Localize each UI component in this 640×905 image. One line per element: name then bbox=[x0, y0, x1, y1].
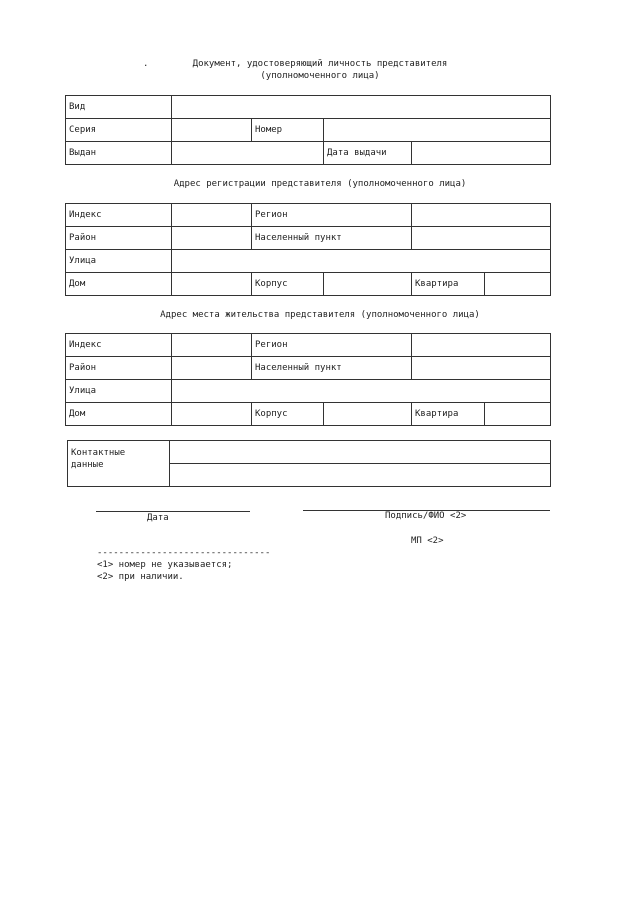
reg-apartment-field[interactable] bbox=[485, 273, 551, 296]
res-street-field[interactable] bbox=[172, 380, 551, 403]
registration-address-title: Адрес регистрации представителя (уполномоченного лица) bbox=[173, 179, 467, 189]
registration-address-table bbox=[65, 203, 551, 296]
document-title: Документ, удостоверяющий личность представителя bbox=[192, 59, 448, 69]
res-building-field[interactable] bbox=[324, 403, 412, 426]
footnote-1: <1> номер не указывается; bbox=[97, 560, 233, 570]
kind-label: Вид bbox=[66, 96, 172, 119]
reg-district-field[interactable] bbox=[172, 227, 252, 250]
res-district-field[interactable] bbox=[172, 357, 252, 380]
reg-district-label: Район bbox=[66, 227, 172, 250]
res-house-label: Дом bbox=[66, 403, 172, 426]
reg-locality-label: Населенный пункт bbox=[252, 227, 412, 250]
contacts-field-1[interactable] bbox=[170, 441, 551, 464]
res-index-label: Индекс bbox=[66, 334, 172, 357]
residence-address-table bbox=[65, 333, 551, 426]
document-subtitle: (уполномоченного лица) bbox=[260, 71, 380, 81]
series-label: Серия bbox=[66, 119, 172, 142]
reg-locality-field[interactable] bbox=[412, 227, 551, 250]
contacts-table bbox=[67, 440, 551, 487]
res-apartment-label: Квартира bbox=[412, 403, 485, 426]
reg-apartment-label: Квартира bbox=[412, 273, 485, 296]
issue-date-field[interactable] bbox=[412, 142, 551, 165]
issue-date-label: Дата выдачи bbox=[324, 142, 412, 165]
reg-building-label: Корпус bbox=[252, 273, 324, 296]
residence-address-title: Адрес места жительства представителя (уполномоченного лица) bbox=[160, 310, 480, 320]
series-field[interactable] bbox=[172, 119, 252, 142]
signature-label: Подпись/ФИО <2> bbox=[385, 511, 467, 521]
res-region-label: Регион bbox=[252, 334, 412, 357]
title-bullet: . bbox=[143, 59, 149, 69]
res-street-label: Улица bbox=[66, 380, 172, 403]
res-district-label: Район bbox=[66, 357, 172, 380]
issued-by-field[interactable] bbox=[172, 142, 324, 165]
reg-index-field[interactable] bbox=[172, 204, 252, 227]
reg-house-field[interactable] bbox=[172, 273, 252, 296]
reg-building-field[interactable] bbox=[324, 273, 412, 296]
kind-field[interactable] bbox=[172, 96, 551, 119]
reg-region-field[interactable] bbox=[412, 204, 551, 227]
res-building-label: Корпус bbox=[252, 403, 324, 426]
res-region-field[interactable] bbox=[412, 334, 551, 357]
contacts-label-line2: данные bbox=[71, 460, 104, 470]
contacts-label bbox=[68, 441, 170, 487]
reg-region-label: Регион bbox=[252, 204, 412, 227]
res-apartment-field[interactable] bbox=[485, 403, 551, 426]
reg-index-label: Индекс bbox=[66, 204, 172, 227]
res-index-field[interactable] bbox=[172, 334, 252, 357]
reg-street-field[interactable] bbox=[172, 250, 551, 273]
reg-street-label: Улица bbox=[66, 250, 172, 273]
number-field[interactable] bbox=[324, 119, 551, 142]
footnote-separator: -------------------------------- bbox=[97, 548, 271, 558]
res-locality-field[interactable] bbox=[412, 357, 551, 380]
res-house-field[interactable] bbox=[172, 403, 252, 426]
issued-by-label: Выдан bbox=[66, 142, 172, 165]
date-label: Дата bbox=[147, 513, 169, 523]
number-label: Номер bbox=[252, 119, 324, 142]
reg-house-label: Дом bbox=[66, 273, 172, 296]
contacts-label-line1: Контактные bbox=[71, 448, 126, 458]
identity-document-table bbox=[65, 95, 551, 165]
stamp-label: МП <2> bbox=[411, 536, 444, 546]
footnote-2: <2> при наличии. bbox=[97, 572, 184, 582]
contacts-field-2[interactable] bbox=[170, 464, 551, 487]
res-locality-label: Населенный пункт bbox=[252, 357, 412, 380]
date-line bbox=[96, 511, 250, 512]
